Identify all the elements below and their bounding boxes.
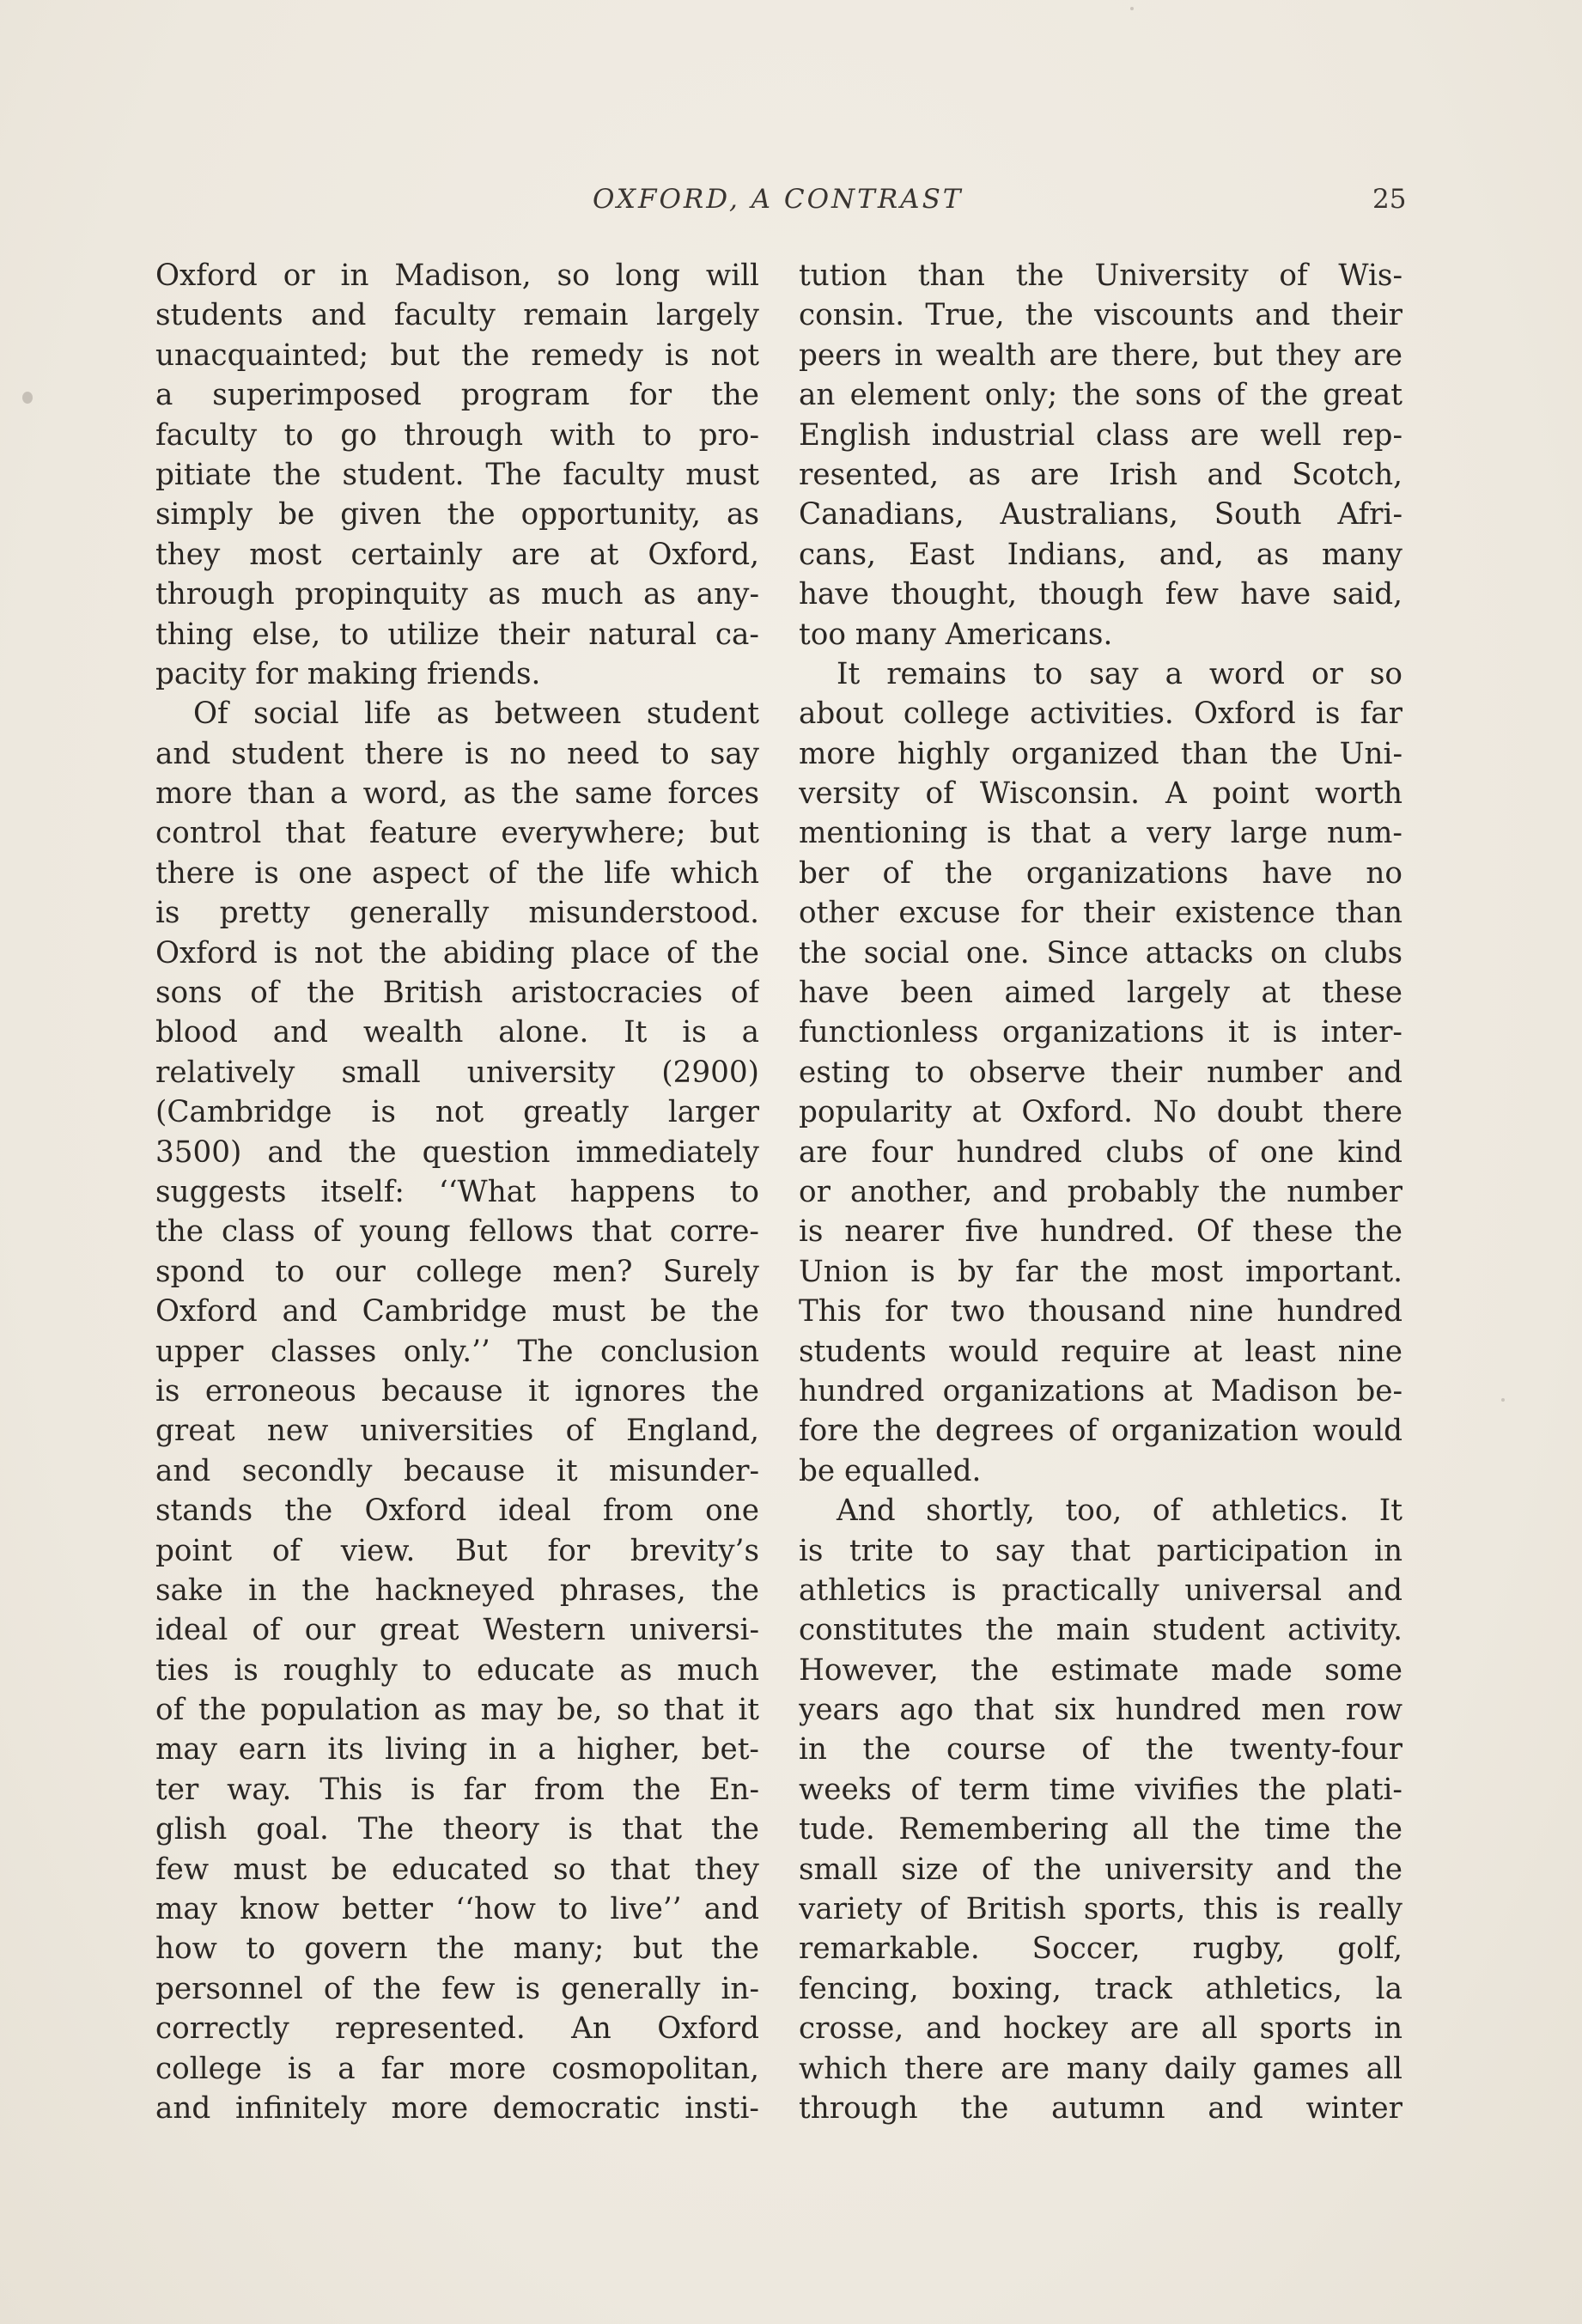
text-line: thing else, to utilize their natural ca-: [155, 617, 759, 652]
text-line: ber of the organizations have no: [799, 855, 1403, 891]
text-line: and student there is no need to say: [155, 736, 759, 771]
text-line: hundred organizations at Madison be-: [799, 1373, 1403, 1408]
page-number: 25: [1372, 184, 1407, 215]
text-line: correctly represented. An Oxford: [155, 2011, 759, 2047]
text-line: upper classes only.’’ The conclusion: [155, 1334, 759, 1369]
text-line: ties is roughly to educate as much: [155, 1652, 759, 1688]
text-line: and infinitely more democratic insti-: [155, 2090, 759, 2126]
text-line: suggests itself: ‘‘What happens to: [155, 1174, 759, 1209]
text-line: spond to our college men? Surely: [155, 1254, 759, 1289]
text-line: Union is by far the most important.: [799, 1254, 1403, 1289]
text-line: have thought, though few have said,: [799, 577, 1403, 612]
page-speck: [1130, 7, 1134, 10]
text-line: is pretty generally misunderstood.: [155, 896, 759, 931]
text-line: which there are many daily games all: [799, 2051, 1403, 2086]
text-line: about college activities. Oxford is far: [799, 697, 1403, 732]
paragraph-first-line: Of social life as between student: [193, 697, 759, 732]
page-speck: [22, 392, 33, 404]
text-line: is erroneous because it ignores the: [155, 1373, 759, 1408]
left-column: [155, 256, 759, 2128]
text-line: stands the Oxford ideal from one: [155, 1494, 759, 1529]
text-line: control that feature everywhere; but: [155, 816, 759, 851]
text-line: popularity at Oxford. No doubt there: [799, 1095, 1403, 1130]
text-line: mentioning is that a very large num-: [799, 816, 1403, 851]
text-line: and secondly because it misunder-: [155, 1453, 759, 1488]
right-column: [799, 256, 1403, 2128]
text-line: have been aimed largely at these: [799, 976, 1403, 1011]
text-line: in the course of the twenty-four: [799, 1732, 1403, 1767]
text-line: Oxford or in Madison, so long will: [155, 259, 759, 293]
text-line: few must be educated so that they: [155, 1852, 759, 1887]
text-line: college is a far more cosmopolitan,: [155, 2051, 759, 2086]
text-line: Canadians, Australians, South Afri-: [799, 497, 1403, 532]
text-line: pitiate the student. The faculty must: [155, 457, 759, 492]
page-speck: [1501, 1398, 1505, 1402]
text-line: 3500) and the question immediately: [155, 1135, 759, 1170]
text-line: functionless organizations it is inter-: [799, 1015, 1403, 1050]
text-line: simply be given the opportunity, as: [155, 497, 759, 532]
text-line: fore the degrees of organization would: [799, 1414, 1403, 1449]
text-line: faculty to go through with to pro-: [155, 417, 759, 453]
text-line: they most certainly are at Oxford,: [155, 537, 759, 572]
text-line: the class of young fellows that corre-: [155, 1214, 759, 1250]
text-line: personnel of the few is generally in-: [155, 1971, 759, 2006]
text-line: remarkable. Soccer, rugby, golf,: [799, 1932, 1403, 1967]
text-line: an element only; the sons of the great: [799, 378, 1403, 413]
text-line: However, the estimate made some: [799, 1652, 1403, 1688]
text-line: of the population as may be, so that it: [155, 1693, 759, 1728]
text-line: English industrial class are well rep-: [799, 417, 1403, 453]
text-line: constitutes the main student activity.: [799, 1613, 1403, 1648]
text-line: the social one. Since attacks on clubs: [799, 935, 1403, 970]
text-line: through propinquity as much as any-: [155, 577, 759, 612]
text-line: too many Americans.: [799, 617, 1113, 652]
text-line: unacquainted; but the remedy is not: [155, 338, 759, 373]
text-line: more highly organized than the Uni-: [799, 736, 1403, 771]
text-line: small size of the university and the: [799, 1852, 1403, 1887]
text-line: variety of British sports, this is really: [799, 1892, 1403, 1927]
text-line: peers in wealth are there, but they are: [799, 338, 1403, 373]
text-line: through the autumn and winter: [799, 2090, 1403, 2126]
text-line: point of view. But for brevity’s: [155, 1533, 759, 1568]
text-line: relatively small university (2900): [155, 1055, 759, 1090]
text-line: sons of the British aristocracies of: [155, 976, 759, 1011]
text-line: pacity for making friends.: [155, 656, 541, 691]
text-line: Oxford and Cambridge must be the: [155, 1294, 759, 1329]
text-line: glish goal. The theory is that the: [155, 1812, 759, 1847]
text-line: tude. Remembering all the time the: [799, 1812, 1403, 1847]
text-line: students and faculty remain largely: [155, 298, 759, 333]
text-line: is trite to say that participation in: [799, 1533, 1403, 1568]
text-line: ideal of our great Western universi-: [155, 1613, 759, 1648]
text-line: are four hundred clubs of one kind: [799, 1135, 1403, 1170]
text-line: other excuse for their existence than: [799, 896, 1403, 931]
text-line: fencing, boxing, track athletics, la: [799, 1971, 1403, 2006]
text-line: resented, as are Irish and Scotch,: [799, 457, 1403, 492]
text-line: cans, East Indians, and, as many: [799, 537, 1403, 572]
paragraph-first-line: And shortly, too, of athletics. It: [837, 1494, 1403, 1529]
text-line: great new universities of England,: [155, 1414, 759, 1449]
text-line: consin. True, the viscounts and their: [799, 298, 1403, 333]
text-line: tution than the University of Wis-: [799, 259, 1403, 293]
text-line: athletics is practically universal and: [799, 1573, 1403, 1608]
text-line: years ago that six hundred men row: [799, 1693, 1403, 1728]
text-line: esting to observe their number and: [799, 1055, 1403, 1090]
text-line: ter way. This is far from the En-: [155, 1772, 759, 1807]
text-line: be equalled.: [799, 1453, 982, 1488]
text-line: may earn its living in a higher, bet-: [155, 1732, 759, 1767]
text-line: crosse, and hockey are all sports in: [799, 2011, 1403, 2047]
text-line: more than a word, as the same forces: [155, 776, 759, 812]
text-line: blood and wealth alone. It is a: [155, 1015, 759, 1050]
paragraph-first-line: It remains to say a word or so: [837, 656, 1403, 691]
text-line: or another, and probably the number: [799, 1174, 1403, 1209]
text-line: sake in the hackneyed phrases, the: [155, 1573, 759, 1608]
text-line: is nearer five hundred. Of these the: [799, 1214, 1403, 1250]
text-line: versity of Wisconsin. A point worth: [799, 776, 1403, 812]
running-head: [0, 184, 1582, 222]
text-line: a superimposed program for the: [155, 378, 759, 413]
running-title: OXFORD, A CONTRAST: [593, 184, 964, 215]
text-line: there is one aspect of the life which: [155, 855, 759, 891]
text-line: weeks of term time vivifies the plati-: [799, 1772, 1403, 1807]
text-line: how to govern the many; but the: [155, 1932, 759, 1967]
text-line: Oxford is not the abiding place of the: [155, 935, 759, 970]
text-line: students would require at least nine: [799, 1334, 1403, 1369]
text-line: (Cambridge is not greatly larger: [155, 1095, 759, 1130]
text-line: This for two thousand nine hundred: [799, 1294, 1403, 1329]
text-line: may know better ‘‘how to live’’ and: [155, 1892, 759, 1927]
